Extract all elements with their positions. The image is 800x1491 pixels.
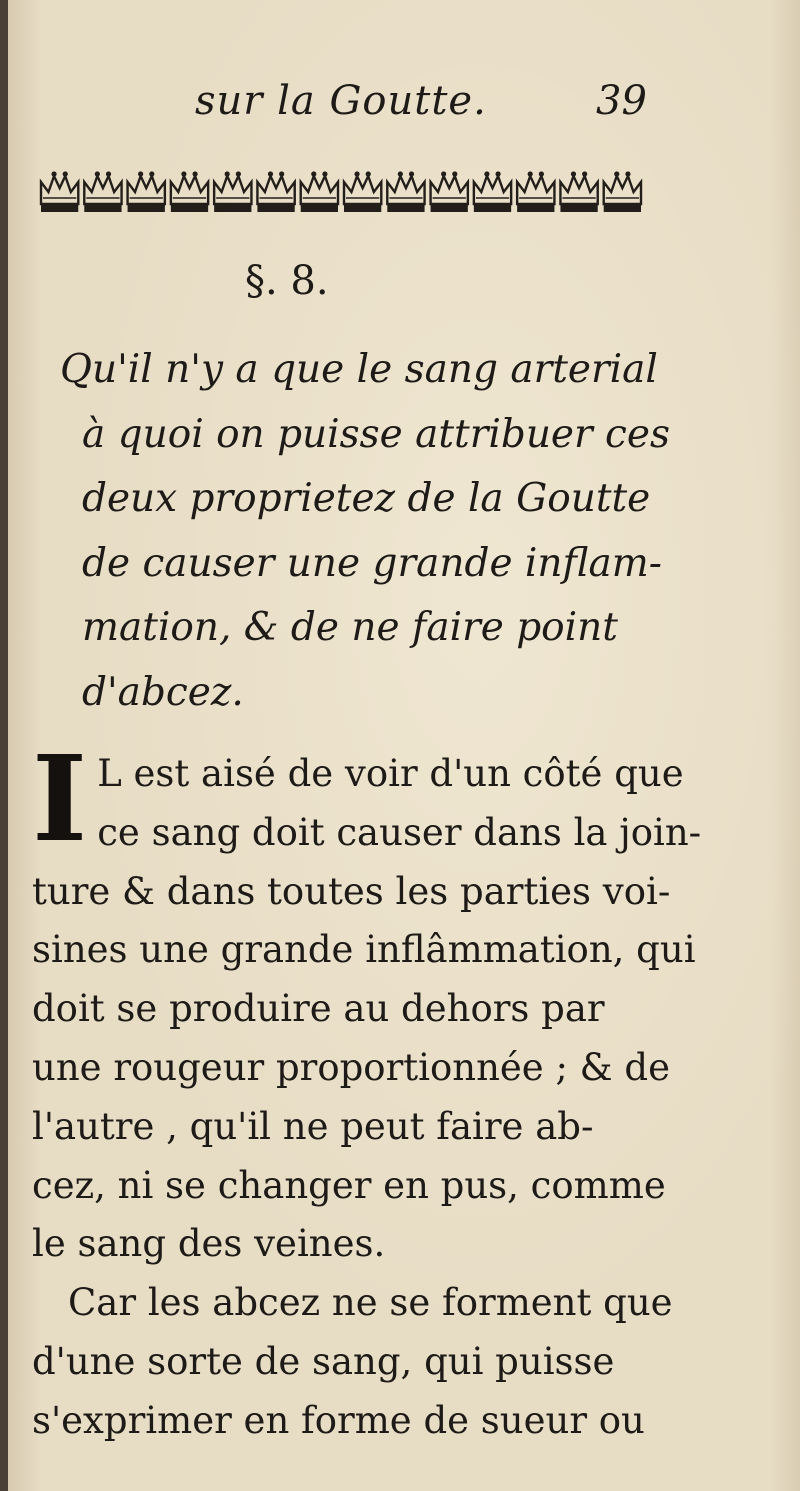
crown-fleuron-icon — [257, 171, 294, 212]
crown-fleuron-icon — [128, 171, 165, 212]
crown-fleuron-icon — [214, 171, 251, 212]
page-number: 39 — [596, 78, 647, 124]
paragraph-line: doit se produire au dehors par — [32, 987, 605, 1031]
paragraph-line: Car les abcez ne se forment que — [68, 1281, 673, 1325]
crown-fleuron-icon — [41, 171, 78, 212]
paragraph-line: sines une grande inflâmmation, qui — [32, 928, 696, 972]
paragraph-line: l'autre , qu'il ne peut faire ab- — [32, 1104, 594, 1148]
running-head: sur la Goutte. — [195, 78, 487, 124]
heading-line: deux proprietez de la Goutte — [82, 476, 651, 521]
crown-fleuron-icon — [474, 171, 511, 212]
crown-fleuron-icon — [431, 171, 468, 212]
crown-fleuron-icon — [604, 171, 641, 212]
heading-line: d'abcez. — [82, 669, 244, 715]
crown-fleuron-icon — [387, 171, 424, 212]
crown-fleuron-icon — [344, 171, 381, 212]
heading-line: Qu'il n'y a que le sang arterial — [60, 347, 658, 392]
crown-fleuron-icon — [560, 171, 597, 212]
paragraph-line: cez, ni se changer en pus, comme — [32, 1163, 666, 1207]
paragraph-line: L est aisé de voir d'un côté que — [97, 752, 684, 795]
crown-fleuron-icon — [84, 171, 121, 212]
drop-cap: I — [32, 729, 88, 868]
paragraph-line: s'exprimer en forme de sueur ou — [32, 1398, 645, 1442]
crown-fleuron-icon — [301, 171, 338, 212]
section-number: §. 8. — [245, 258, 329, 304]
heading-line: à quoi on puisse attribuer ces — [82, 411, 670, 457]
crown-fleuron-icon — [517, 171, 554, 212]
crown-fleuron-icon — [171, 171, 208, 212]
paragraph-line: d'une sorte de sang, qui puisse — [32, 1339, 615, 1383]
paragraph-line: le sang des veines. — [32, 1222, 386, 1266]
paragraph-line: ture & dans toutes les parties voi- — [32, 869, 671, 913]
section-heading — [60, 338, 670, 725]
paragraph-line: une rougeur proportionnée ; & de — [32, 1045, 670, 1089]
page-gutter — [0, 0, 8, 1491]
paragraph-line: ce sang doit causer dans la join- — [97, 810, 702, 854]
crown-ornament-band — [38, 168, 644, 216]
heading-line: mation, & de ne faire point — [82, 605, 618, 650]
heading-line: de causer une grande inflam- — [82, 540, 662, 586]
body-text — [32, 729, 702, 1451]
